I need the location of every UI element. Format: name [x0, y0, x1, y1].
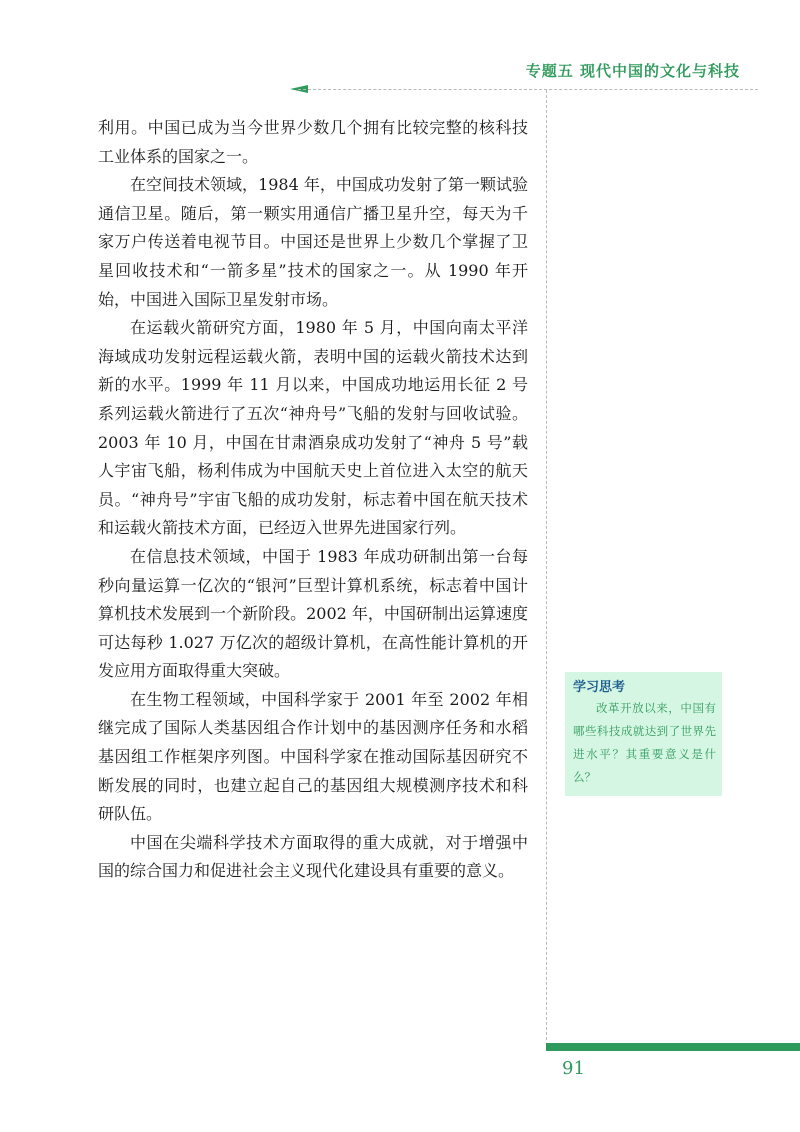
chapter-header-title: 专题五 现代中国的文化与科技 [525, 62, 740, 80]
footer-bar [546, 1043, 800, 1051]
study-question-title: 学习思考 [573, 680, 626, 695]
study-question-text: 改革开放以来，中国有哪些科技成就达到了世界先进水平？其重要意义是什么？ [573, 701, 716, 784]
main-text [98, 114, 528, 886]
paragraph-2: 在空间技术领域，1984 年，中国成功发射了第一颗试验通信卫星。随后，第一颗实用通信广播卫星升空，每天为千家万户传送着电视节目。中国还是世界上少数几个掌握了卫星回收技术和“一箭多星”技术的国家之一。从 1990 年开始，中国进入国际卫星发射市场。 [98, 175, 528, 309]
paragraph-5: 在生物工程领域，中国科学家于 2001 年至 2002 年相继完成了国际人类基因组合作计划中的基因测序任务和水稻基因组工作框架序列图。中国科学家在推动国际基因研究不断发展的同时，也建立起自己的基因组大规模测序技术和科研队伍。 [98, 689, 528, 824]
column-divider [546, 90, 547, 1040]
study-question-box [565, 672, 722, 796]
paragraph-3: 在运载火箭研究方面，1980 年 5 月，中国向南太平洋海域成功发射远程运载火箭，表明中国的运载火箭技术达到新的水平。1999 年 11 月以来，中国成功地运用长征 2 号系列运载火箭进行了五次“神舟号”飞船的发射与回收试验。2003 年 10 月，中国在甘肃酒泉成功发射了“神舟 5 号”载人宇宙飞船，杨利伟成为中国航天史上首位进入太空的航天员。“神舟号”宇宙飞船的成功发射，标志着中国在航天技术和运载火箭技术方面，已经迈入世界先进国家行列。 [98, 318, 528, 538]
paragraph-4: 在信息技术领域，中国于 1983 年成功研制出第一台每秒向量运算一亿次的“银河”巨型计算机系统，标志着中国计算机技术发展到一个新阶段。2002 年，中国研制出运算速度可达每秒 1.027 万亿次的超级计算机，在高性能计算机的开发应用方面取得重大突破。 [98, 546, 528, 681]
paragraph-6: 中国在尖端科学技术方面取得的重大成就，对于增强中国的综合国力和促进社会主义现代化建设具有重要的意义。 [98, 832, 528, 881]
page-number: 91 [562, 1058, 585, 1079]
header-divider [298, 89, 758, 90]
paragraph-1: 利用。中国已成为当今世界少数几个拥有比较完整的核科技工业体系的国家之一。 [98, 118, 528, 166]
